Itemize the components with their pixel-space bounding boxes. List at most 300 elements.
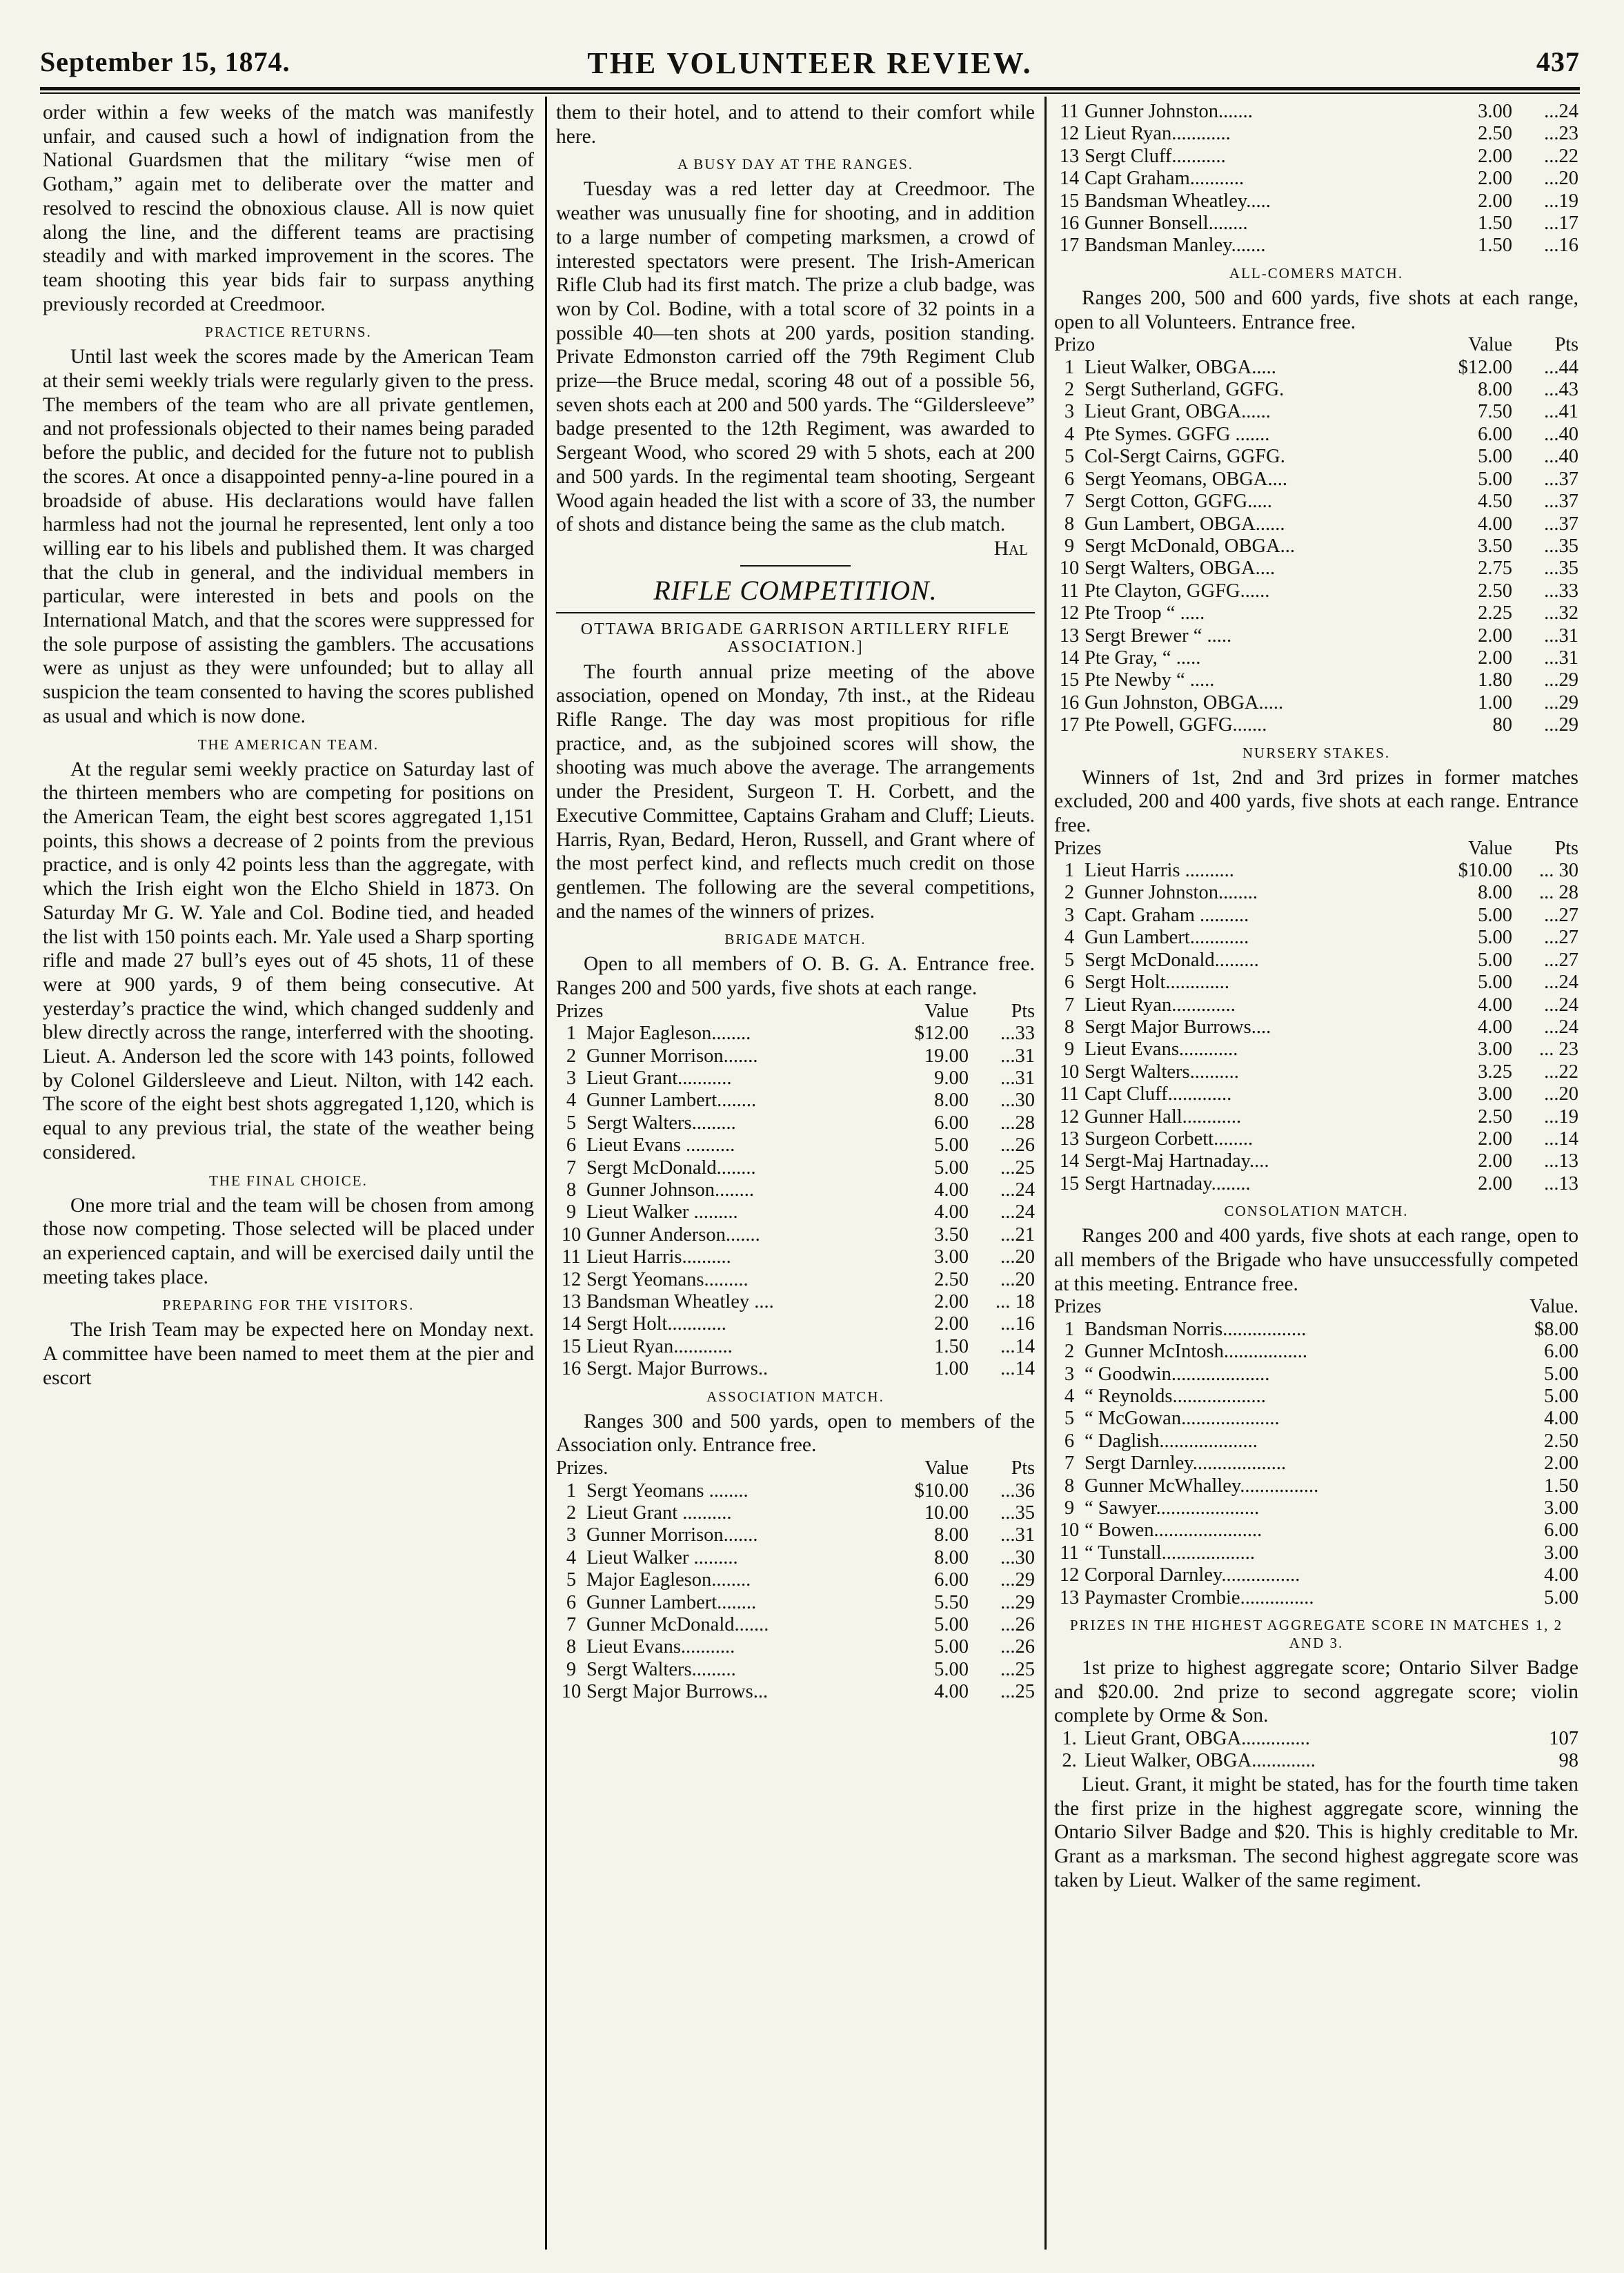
name-cell: Sergt Brewer “ ..... [1085, 624, 1232, 647]
consolation-match-table [1054, 1296, 1578, 1609]
rank-cell: 3 [566, 1524, 577, 1546]
points-cell: ...16 [1000, 1313, 1035, 1335]
divider [740, 565, 851, 567]
value-cell: 6.00 [1478, 423, 1512, 445]
issue-date: September 15, 1874. [40, 46, 290, 77]
value-cell: 1.00 [1478, 691, 1512, 714]
points-cell: ...33 [1544, 580, 1578, 602]
points-cell: ...20 [1000, 1268, 1035, 1290]
table-row [1054, 1542, 1578, 1564]
author-signature: Hal [993, 537, 1028, 560]
table-header-row [1054, 334, 1578, 356]
value-cell: 7.50 [1478, 401, 1512, 423]
name-cell: Gunner McWhalley................ [1085, 1475, 1319, 1497]
table-row [556, 1480, 1035, 1502]
table-row [1054, 1564, 1578, 1586]
value-cell: 5.00 [934, 1157, 969, 1179]
table-header-row [556, 1457, 1035, 1479]
rank-cell: 11 [1060, 101, 1079, 122]
points-cell: ...27 [1544, 949, 1578, 971]
points-cell: ...31 [1000, 1524, 1035, 1546]
name-cell: Sergt Walters......... [586, 1112, 736, 1134]
rank-cell: 15 [1059, 190, 1080, 212]
masthead [40, 40, 1580, 84]
page-number: 437 [1536, 46, 1580, 77]
name-cell: Pte Gray, “ ..... [1085, 647, 1201, 669]
article-title: RIFLE COMPETITION. [653, 574, 938, 606]
table-row [1054, 1408, 1578, 1430]
table-row [1054, 168, 1578, 190]
table-row [1054, 647, 1578, 669]
column-divider [545, 97, 547, 2250]
association-match-table [556, 1457, 1035, 1703]
name-cell: Sergt Yeomans......... [586, 1268, 749, 1290]
points-cell: ...36 [1000, 1479, 1035, 1502]
rank-cell: 6 [1064, 1430, 1075, 1452]
name-cell: Gun Johnston, OBGA..... [1085, 691, 1284, 714]
points-cell: ...35 [1000, 1502, 1035, 1524]
rank-cell: 2 [566, 1045, 577, 1067]
rank-cell: 8 [1064, 1475, 1075, 1497]
points-cell: ...20 [1544, 1083, 1578, 1105]
table-row [556, 1112, 1035, 1134]
rank-cell: 1 [566, 1479, 577, 1502]
rank-cell: 4 [1064, 927, 1075, 949]
value-cell: 3.00 [1478, 101, 1512, 122]
name-cell: Major Eagleson........ [586, 1023, 751, 1045]
table-row [1054, 401, 1578, 423]
name-cell: Surgeon Corbett........ [1085, 1128, 1254, 1150]
name-cell: Lieut Harris .......... [1085, 860, 1234, 882]
name-cell: Gun Lambert............ [1085, 927, 1249, 949]
points-cell: ...29 [1544, 714, 1578, 736]
name-cell: Lieut Evans............ [1085, 1039, 1238, 1061]
value-cell: 4.00 [934, 1201, 969, 1223]
name-cell: Lieut Walker ......... [586, 1546, 738, 1568]
name-cell: Sergt Holt............ [586, 1313, 726, 1335]
table-row [556, 1090, 1035, 1112]
points-cell: ...33 [1000, 1023, 1035, 1045]
name-cell: Gunner McDonald....... [586, 1613, 769, 1635]
value-cell: 9.00 [934, 1067, 969, 1090]
table-header-row [1054, 838, 1578, 860]
value-cell: 5.00 [934, 1636, 969, 1658]
rank-cell: 1 [1064, 860, 1075, 882]
value-cell: $12.00 [914, 1023, 969, 1045]
points-cell: ...24 [1544, 994, 1578, 1016]
value-cell: 8.00 [934, 1546, 969, 1568]
paragraph: Open to all members of O. B. G. A. Entrance free. Ranges 200 and 500 yards, five shots at each range. [556, 953, 1035, 1000]
value-cell: 2.00 [1544, 1453, 1578, 1475]
name-cell: Gun Lambert, OBGA...... [1085, 513, 1285, 535]
name-cell: Lieut Ryan............ [586, 1335, 733, 1357]
rank-cell: 16 [1059, 213, 1080, 235]
header-cell: Pts [1554, 837, 1578, 859]
table-row [1054, 625, 1578, 647]
value-cell: 1.50 [1544, 1475, 1578, 1497]
rank-cell: 15 [1059, 1172, 1080, 1194]
table-row [1054, 123, 1578, 145]
points-cell: ...14 [1544, 1128, 1578, 1150]
name-cell: “ Sawyer..................... [1085, 1497, 1260, 1519]
table-row [556, 1201, 1035, 1223]
name-cell: Sergt Holt............. [1085, 972, 1230, 994]
table-row [556, 1023, 1035, 1045]
table-row [1054, 469, 1578, 491]
rank-cell: 3 [1064, 904, 1075, 926]
name-cell: Corporal Darnley................ [1085, 1564, 1300, 1586]
table-row [1054, 558, 1578, 580]
points-cell: ...44 [1544, 356, 1578, 378]
name-cell: Capt Graham........... [1085, 168, 1245, 190]
paragraph: Ranges 300 and 500 yards, open to members of the Association only. Entrance free. [556, 1410, 1035, 1457]
points-cell: ...25 [1000, 1157, 1035, 1179]
table-row [1054, 1475, 1578, 1497]
rank-cell: 4 [566, 1546, 577, 1568]
rank-cell: 16 [561, 1358, 582, 1380]
section-heading: PREPARING FOR THE VISITORS. [162, 1297, 415, 1314]
header-cell: Value [924, 1000, 969, 1022]
points-cell: ...17 [1544, 213, 1578, 235]
points-cell: ...43 [1544, 379, 1578, 401]
points-cell: ...37 [1544, 491, 1578, 513]
name-cell: Sergt. Major Burrows.. [586, 1358, 769, 1380]
name-cell: Gunner Johnston....... [1085, 101, 1253, 122]
value-cell: 2.50 [1478, 1105, 1512, 1128]
name-cell: Lieut Grant, OBGA...... [1085, 401, 1271, 423]
points-cell: ...19 [1544, 1105, 1578, 1128]
value-cell: 1.50 [934, 1335, 969, 1357]
value-cell: 3.50 [934, 1223, 969, 1246]
rank-cell: 4 [566, 1090, 577, 1112]
rank-cell: 14 [561, 1313, 582, 1335]
table-row [1054, 213, 1578, 235]
paragraph: Winners of 1st, 2nd and 3rd prizes in former matches excluded, 200 and 400 yards, five shots at each range. Entrance free. [1054, 766, 1578, 836]
table-row [1054, 1453, 1578, 1475]
name-cell: Gunner McIntosh................. [1085, 1341, 1307, 1363]
header-cell: Prizes. [556, 1457, 608, 1479]
points-cell: ...20 [1544, 168, 1578, 190]
table-row [1054, 949, 1578, 972]
points-cell: ...16 [1544, 235, 1578, 257]
rank-cell: 8 [1064, 1016, 1075, 1038]
value-cell: $10.00 [914, 1479, 969, 1502]
name-cell: Lieut Grant, OBGA.............. [1085, 1728, 1310, 1750]
rank-cell: 9 [1064, 1039, 1075, 1061]
rank-cell: 9 [1064, 535, 1075, 557]
name-cell: Pte Troop “ ..... [1085, 602, 1205, 624]
value-cell: 4.00 [1544, 1564, 1578, 1586]
name-cell: Gunner Johnson........ [586, 1179, 755, 1201]
name-cell: Lieut Evans .......... [586, 1134, 735, 1157]
rank-cell: 10 [1059, 1061, 1080, 1083]
value-cell: 6.00 [1544, 1519, 1578, 1542]
points-cell: ...31 [1000, 1045, 1035, 1067]
header-cell: Prizes [556, 1000, 604, 1022]
paragraph: Until last week the scores made by the American Team at their semi weekly trials were regularly given to the press. The members of the team who are all private gentlemen, and not professionals objected to their names being paraded before the public, and decided for the future not to publish the scores. At once a disappointed penny-a-line poured in a broadside of abuse. His declarations would have fallen harmless had not the journal he represented, lent only a too willing ear to his libels and published them. It was charged that the club in general, and the individual members in particular, were interested in bets and pools on the International Match, and that the scores were suppressed for the sole purpose of assisting the gamblers. The accusations were as unjust as they were unfounded; but to allay all suspicion the team consented to having the scores published as usual and which is now done. [43, 346, 534, 727]
rank-cell: 6 [566, 1134, 577, 1157]
table-header-row [556, 1001, 1035, 1023]
rank-cell: 6 [1064, 972, 1075, 994]
table-row [556, 1524, 1035, 1546]
table-row [1054, 446, 1578, 468]
points-cell: ...30 [1000, 1090, 1035, 1112]
section-heading: THE AMERICAN TEAM. [197, 736, 379, 753]
table-row [1054, 860, 1578, 882]
aggregate-score-table [1054, 1728, 1578, 1773]
table-row [1054, 1319, 1578, 1341]
name-cell: Bandsman Wheatley..... [1085, 190, 1271, 212]
value-cell: 10.00 [924, 1502, 969, 1524]
value-cell: 5.00 [1478, 446, 1512, 468]
association-heading: OTTAWA BRIGADE GARRISON ARTILLERY RIFLE ASSOCIATION.] [580, 620, 1011, 656]
name-cell: Lieut Evans........... [586, 1636, 735, 1658]
rank-cell: 9 [566, 1201, 577, 1223]
value-cell: 80 [1492, 714, 1512, 736]
name-cell: “ Tunstall................... [1085, 1542, 1256, 1564]
name-cell: Sergt Cluff........... [1085, 145, 1226, 167]
name-cell: “ Daglish.................... [1085, 1430, 1258, 1452]
points-cell: ...35 [1544, 535, 1578, 557]
points-cell: ...26 [1000, 1134, 1035, 1157]
section-heading: THE FINAL CHOICE. [209, 1172, 368, 1189]
value-cell: 98 [1558, 1750, 1578, 1772]
value-cell: 19.00 [924, 1045, 969, 1067]
rank-cell: 1 [1064, 1318, 1075, 1340]
name-cell: Sergt Major Burrows.... [1085, 1016, 1271, 1038]
rank-cell: 3 [1064, 1363, 1075, 1385]
points-cell: ...26 [1000, 1613, 1035, 1635]
name-cell: Lieut Harris.......... [586, 1246, 731, 1268]
rank-cell: 15 [561, 1335, 582, 1357]
name-cell: Gunner Lambert........ [586, 1591, 757, 1613]
value-cell: 4.00 [1544, 1408, 1578, 1430]
value-cell: 2.75 [1478, 558, 1512, 580]
table-row [556, 1045, 1035, 1067]
value-cell: 8.00 [934, 1090, 969, 1112]
points-cell: ...40 [1544, 446, 1578, 468]
rank-cell: 14 [1059, 1150, 1080, 1172]
value-cell: $10.00 [1458, 860, 1512, 882]
table-row [1054, 1750, 1578, 1772]
rank-cell: 11 [1060, 580, 1079, 602]
table-row [1054, 1061, 1578, 1083]
header-cell: Pts [1011, 1457, 1035, 1479]
header-cell: Value [1468, 334, 1512, 356]
paragraph: Lieut. Grant, it might be stated, has for the fourth time taken the first prize in the highest aggregate score, winning the Ontario Silver Badge and $20. This is highly creditable to Mr. Grant as a marksman. The second highest aggregate score was taken by Lieut. Walker of the same regiment. [1054, 1773, 1578, 1891]
rank-cell: 8 [1064, 513, 1075, 535]
section-heading: ALL-COMERS MATCH. [1229, 264, 1404, 282]
points-cell: ...20 [1000, 1246, 1035, 1268]
points-cell: ...29 [1544, 669, 1578, 691]
header-cell: Value. [1529, 1296, 1578, 1318]
table-row [1054, 190, 1578, 213]
table-row [556, 1636, 1035, 1658]
table-row [1054, 602, 1578, 624]
table-row [1054, 927, 1578, 949]
paragraph: Ranges 200, 500 and 600 yards, five shots at each range, open to all Volunteers. Entrance free. [1054, 286, 1578, 333]
rank-cell: 10 [561, 1223, 582, 1246]
table-row [1054, 692, 1578, 714]
table-row [556, 1358, 1035, 1380]
name-cell: Paymaster Crombie............... [1085, 1586, 1314, 1608]
header-cell: Value [924, 1457, 969, 1479]
value-cell: $12.00 [1458, 356, 1512, 378]
name-cell: Gunner Anderson....... [586, 1223, 760, 1246]
table-row [1054, 513, 1578, 535]
rank-cell: 5 [566, 1112, 577, 1134]
points-cell: ...32 [1544, 602, 1578, 624]
rank-cell: 2 [1064, 882, 1075, 904]
table-row [1054, 1106, 1578, 1128]
value-cell: 5.00 [1478, 949, 1512, 971]
header-cell: Pts [1554, 334, 1578, 356]
rank-cell: 5 [1064, 1408, 1075, 1430]
table-row [556, 1681, 1035, 1703]
table-row [1054, 235, 1578, 257]
rank-cell: 12 [1059, 123, 1080, 145]
value-cell: 5.50 [934, 1591, 969, 1613]
name-cell: Gunner Bonsell........ [1085, 213, 1248, 235]
section-heading: PRACTICE RETURNS. [205, 324, 372, 341]
rank-cell: 13 [1059, 1128, 1080, 1150]
value-cell: 107 [1549, 1728, 1578, 1750]
rank-cell: 13 [1059, 145, 1080, 167]
paragraph: Tuesday was a red letter day at Creedmoor. The weather was unusually fine for shooting, and in addition to a large number of competing marksmen, a crowd of interested spectators were present. The Irish-American Rifle Club had its first match. The prize a club badge, was won by Col. Bodine, with a total score of 32 points in a possible 40—ten shots at 200 yards, position standing. Private Edmonston carried off the 79th Regiment Club prize—the Bruce medal, scoring 48 out of a possible 56, seven shots each at 200 and 500 yards. The “Gildersleeve” badge presented to the 12th Regiment, was awarded to Sergeant Wood, who scored 29 with 5 shots, each at 200 and 500 yards. In the regimental team shooting, Sergeant Wood again headed the list with a score of 33, the number of shots and distance being the same as the club match. [556, 178, 1035, 536]
value-cell: 4.50 [1478, 491, 1512, 513]
value-cell: 5.00 [1544, 1586, 1578, 1608]
value-cell: 5.00 [1478, 927, 1512, 949]
section-heading: NURSERY STAKES. [1242, 744, 1391, 761]
rank-cell: 6 [566, 1591, 577, 1613]
points-cell: ...31 [1000, 1067, 1035, 1090]
value-cell: 5.00 [1478, 468, 1512, 490]
header-cell: Prizes [1054, 1296, 1102, 1318]
name-cell: Sergt McDonald......... [1085, 949, 1259, 971]
points-cell: ...27 [1544, 904, 1578, 926]
name-cell: Sergt Walters.......... [1085, 1061, 1239, 1083]
points-cell: ... 18 [996, 1291, 1035, 1313]
rank-cell: 15 [1059, 669, 1080, 691]
table-row [1054, 1430, 1578, 1453]
value-cell: 2.00 [934, 1291, 969, 1313]
value-cell: 5.00 [934, 1134, 969, 1157]
section-heading: PRIZES IN THE HIGHEST AGGREGATE SCORE IN MATCHES 1, 2 AND 3. [1069, 1616, 1563, 1651]
points-cell: ...22 [1544, 145, 1578, 167]
value-cell: 2.00 [1478, 624, 1512, 647]
name-cell: Lieut Ryan............ [1085, 123, 1231, 145]
name-cell: Pte Symes. GGFG ....... [1085, 423, 1270, 445]
name-cell: Pte Clayton, GGFG...... [1085, 580, 1270, 602]
value-cell: 5.00 [1544, 1363, 1578, 1385]
table-row [556, 1179, 1035, 1201]
rank-cell: 14 [1059, 647, 1080, 669]
name-cell: Sergt Hartnaday........ [1085, 1172, 1251, 1194]
table-row [1054, 1497, 1578, 1519]
value-cell: 1.00 [934, 1358, 969, 1380]
name-cell: Col-Sergt Cairns, GGFG. [1085, 446, 1285, 468]
name-cell: Capt. Graham .......... [1085, 904, 1249, 926]
value-cell: 8.00 [934, 1524, 969, 1546]
name-cell: Sergt Sutherland, GGFG. [1085, 379, 1285, 401]
value-cell: 5.00 [934, 1658, 969, 1680]
points-cell: ...24 [1544, 972, 1578, 994]
name-cell: Bandsman Wheatley .... [586, 1291, 774, 1313]
rank-cell: 12 [1059, 1105, 1080, 1128]
points-cell: ...19 [1544, 190, 1578, 212]
divider [556, 612, 1035, 613]
name-cell: “ Goodwin.................... [1085, 1363, 1270, 1385]
name-cell: Sergt McDonald, OBGA... [1085, 535, 1296, 557]
table-row [556, 1134, 1035, 1157]
rank-cell: 5 [1064, 446, 1075, 468]
column-2 [556, 101, 1035, 2247]
value-cell: 4.00 [934, 1179, 969, 1201]
rank-cell: 5 [566, 1569, 577, 1591]
name-cell: Bandsman Manley....... [1085, 235, 1266, 257]
header-cell: Pts [1011, 1000, 1035, 1022]
rank-cell: 17 [1059, 235, 1080, 257]
value-cell: 3.00 [934, 1246, 969, 1268]
points-cell: ...41 [1544, 401, 1578, 423]
points-cell: ...21 [1000, 1223, 1035, 1246]
value-cell: 3.50 [1478, 535, 1512, 557]
value-cell: 4.00 [934, 1681, 969, 1703]
value-cell: 8.00 [1478, 882, 1512, 904]
value-cell: 5.00 [1478, 972, 1512, 994]
name-cell: Lieut Ryan............. [1085, 994, 1236, 1016]
column-3 [1054, 101, 1578, 2247]
value-cell: 2.00 [1478, 190, 1512, 212]
association-match-table-continued [1054, 101, 1578, 257]
rank-cell: 11 [562, 1246, 581, 1268]
header-cell: Prizo [1054, 334, 1096, 356]
rank-cell: 5 [1064, 949, 1075, 971]
paragraph: them to their hotel, and to attend to their comfort while here. [556, 101, 1035, 148]
rank-cell: 13 [1059, 1586, 1080, 1608]
rank-cell: 1. [1062, 1728, 1077, 1750]
value-cell: 6.00 [934, 1112, 969, 1134]
points-cell: ...26 [1000, 1636, 1035, 1658]
name-cell: Gunner Johnston........ [1085, 882, 1258, 904]
table-row [1054, 669, 1578, 691]
name-cell: “ Reynolds................... [1085, 1385, 1266, 1407]
points-cell: ...29 [1544, 691, 1578, 714]
points-cell: ...30 [1000, 1546, 1035, 1568]
table-row [556, 1502, 1035, 1524]
name-cell: Capt Cluff............. [1085, 1083, 1232, 1105]
table-row [1054, 972, 1578, 994]
table-row [1054, 580, 1578, 602]
points-cell: ... 23 [1539, 1039, 1578, 1061]
table-row [1054, 146, 1578, 168]
points-cell: ...24 [1000, 1201, 1035, 1223]
paragraph: Ranges 200 and 400 yards, five shots at each range, open to all members of the Brigade who have unsuccessfully competed at this meeting. Entrance free. [1054, 1225, 1578, 1295]
paragraph: One more trial and the team will be chosen from among those now competing. Those selected will be placed under an experienced captain, and will be exercised daily until the meeting takes place. [43, 1194, 534, 1288]
rank-cell: 13 [561, 1291, 582, 1313]
value-cell: 6.00 [1544, 1341, 1578, 1363]
header-rule-thin [40, 92, 1580, 94]
rank-cell: 7 [1064, 994, 1075, 1016]
points-cell: ...25 [1000, 1681, 1035, 1703]
name-cell: “ McGowan.................... [1085, 1408, 1280, 1430]
points-cell: ...24 [1544, 101, 1578, 122]
rank-cell: 10 [1059, 1519, 1080, 1542]
points-cell: ...24 [1544, 1016, 1578, 1038]
rank-cell: 7 [1064, 1453, 1075, 1475]
column-1 [43, 101, 534, 2247]
value-cell: 1.50 [1478, 213, 1512, 235]
